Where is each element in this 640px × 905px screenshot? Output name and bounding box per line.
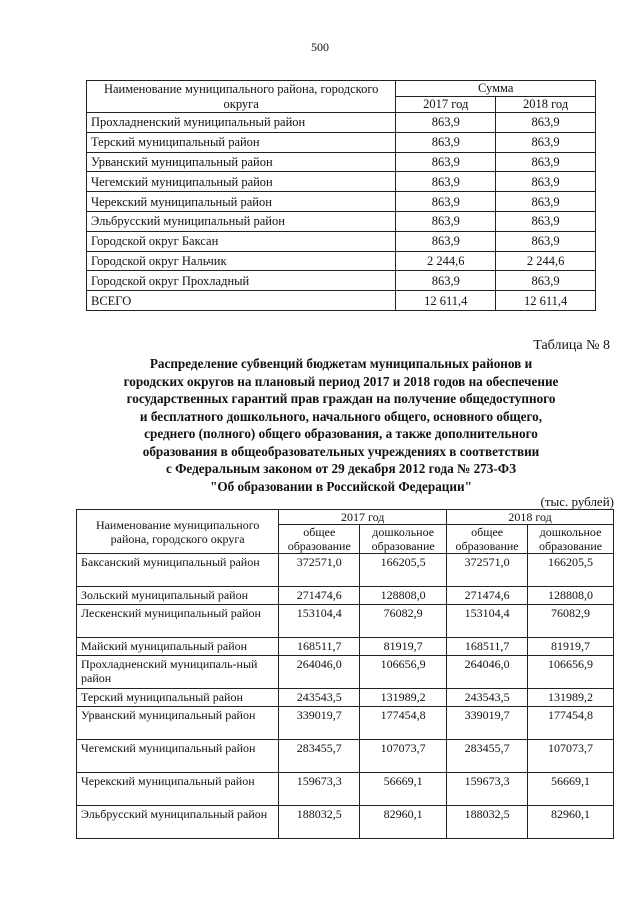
value-cell: 339019,7 [447,707,528,740]
table-row [77,773,614,806]
value-cell: 81919,7 [360,638,447,656]
value-2018: 863,9 [496,132,596,152]
value-2018: 2 244,6 [496,251,596,271]
title-line: и бесплатного дошкольного, начального общего, основного общего, [139,408,543,424]
title-line: среднего (полного) общего образования, а также дополнительного [144,426,538,441]
row-name: Чегемский муниципальный район [87,172,396,192]
value-cell: 243543,5 [447,689,528,707]
value-cell: 153104,4 [447,605,528,638]
value-cell: 106656,9 [528,656,614,689]
table-row [77,587,614,605]
table1-header-2018: 2018 год [496,97,596,113]
title-line: государственных гарантий прав граждан на получение общедоступного [126,391,556,406]
value-cell: 264046,0 [447,656,528,689]
value-cell: 153104,4 [279,605,360,638]
table2-header-2017: 2017 год [279,510,447,525]
value-2017: 863,9 [396,172,496,192]
value-2017: 863,9 [396,113,496,133]
value-2018: 863,9 [496,113,596,133]
value-cell: 372571,0 [279,554,360,587]
value-cell: 76082,9 [360,605,447,638]
value-cell: 131989,2 [528,689,614,707]
value-cell: 166205,5 [528,554,614,587]
value-cell: 339019,7 [279,707,360,740]
table-row [87,251,596,271]
row-name: Урванский муниципальный район [87,152,396,172]
row-name: Городской округ Прохладный [87,271,396,291]
page-number: 500 [311,40,329,54]
row-name: Черекский муниципальный район [87,192,396,212]
value-cell: 81919,7 [528,638,614,656]
row-name: Эльбрусский муниципальный район [87,211,396,231]
value-cell: 107073,7 [360,740,447,773]
table-row [77,707,614,740]
row-name: Терский муниципальный район [77,689,279,707]
header-preschool-education: дошкольное образование [528,525,614,554]
title-line: Распределение субвенций бюджетам муниципальных районов и [149,356,533,371]
table-row [77,554,614,587]
value-cell: 166205,5 [360,554,447,587]
value-2017: 863,9 [396,231,496,251]
value-2018: 863,9 [496,192,596,212]
table-row [87,271,596,291]
units-label: (тыс. рублей) [540,494,614,509]
table-row [77,605,614,638]
value-cell: 106656,9 [360,656,447,689]
value-2017: 863,9 [396,271,496,291]
table1-header-name: Наименование муниципального района, городского округа [87,81,396,113]
row-name: Терский муниципальный район [87,132,396,152]
title-line: с Федеральным законом от 29 декабря 2012 года № 273-ФЗ [165,461,517,476]
value-cell: 168511,7 [447,638,528,656]
table-row [77,656,614,689]
value-cell: 372571,0 [447,554,528,587]
table-title [86,355,596,495]
value-cell: 159673,3 [279,773,360,806]
row-name: Прохладненский муниципаль-ный район [77,656,279,689]
value-cell: 76082,9 [528,605,614,638]
value-2017: 2 244,6 [396,251,496,271]
value-cell: 107073,7 [528,740,614,773]
value-cell: 168511,7 [279,638,360,656]
value-cell: 188032,5 [447,806,528,839]
value-cell: 177454,8 [528,707,614,740]
value-2018: 863,9 [496,231,596,251]
header-preschool-education: дошкольное образование [360,525,447,554]
value-2017: 863,9 [396,211,496,231]
value-cell: 131989,2 [360,689,447,707]
value-2018: 863,9 [496,172,596,192]
table-row [87,113,596,133]
row-name: Зольский муниципальный район [77,587,279,605]
row-name: Урванский муниципальный район [77,707,279,740]
value-cell: 56669,1 [528,773,614,806]
value-cell: 188032,5 [279,806,360,839]
table-row [87,231,596,251]
value-2017: 863,9 [396,132,496,152]
row-name: Городской округ Нальчик [87,251,396,271]
value-cell: 243543,5 [279,689,360,707]
table-row [87,132,596,152]
row-name: Лескенский муниципальный район [77,605,279,638]
table-row [87,152,596,172]
table-row-total [87,291,596,311]
value-2018: 12 611,4 [496,291,596,311]
title-line: городских округов на плановый период 2017 и 2018 годов на обеспечение [123,373,559,389]
subsidy-table-summary [86,80,596,311]
value-cell: 271474,6 [447,587,528,605]
subsidy-table-education [76,509,614,839]
value-cell: 264046,0 [279,656,360,689]
row-name: Черекский муниципальный район [77,773,279,806]
table1-header-sum: Сумма [396,81,596,97]
table-row [77,689,614,707]
row-name: Прохладненский муниципальный район [87,113,396,133]
row-name: Городской округ Баксан [87,231,396,251]
value-cell: 128808,0 [528,587,614,605]
row-name: ВСЕГО [87,291,396,311]
header-general-education: общее образование [279,525,360,554]
value-2018: 863,9 [496,211,596,231]
row-name: Чегемский муниципальный район [77,740,279,773]
row-name: Баксанский муниципальный район [77,554,279,587]
table2-header-name: Наименование муниципального района, городского округа [77,510,279,554]
value-cell: 82960,1 [528,806,614,839]
value-2017: 12 611,4 [396,291,496,311]
table-row [87,172,596,192]
table1-header-2017: 2017 год [396,97,496,113]
value-cell: 82960,1 [360,806,447,839]
title-line: образования в общеобразовательных учреждениях в соответствии [142,443,540,459]
title-line: "Об образовании в Российской Федерации" [210,478,472,494]
value-cell: 56669,1 [360,773,447,806]
value-cell: 159673,3 [447,773,528,806]
table-row [87,211,596,231]
table2-header-2018: 2018 год [447,510,614,525]
value-cell: 271474,6 [279,587,360,605]
value-cell: 128808,0 [360,587,447,605]
value-cell: 177454,8 [360,707,447,740]
value-cell: 283455,7 [447,740,528,773]
value-2018: 863,9 [496,152,596,172]
table-row [77,740,614,773]
table-row [77,806,614,839]
table-row [77,638,614,656]
value-cell: 283455,7 [279,740,360,773]
row-name: Майский муниципальный район [77,638,279,656]
table-row [87,192,596,212]
value-2017: 863,9 [396,152,496,172]
row-name: Эльбрусский муниципальный район [77,806,279,839]
header-general-education: общее образование [447,525,528,554]
value-2018: 863,9 [496,271,596,291]
table-number-caption: Таблица № 8 [533,338,610,353]
value-2017: 863,9 [396,192,496,212]
